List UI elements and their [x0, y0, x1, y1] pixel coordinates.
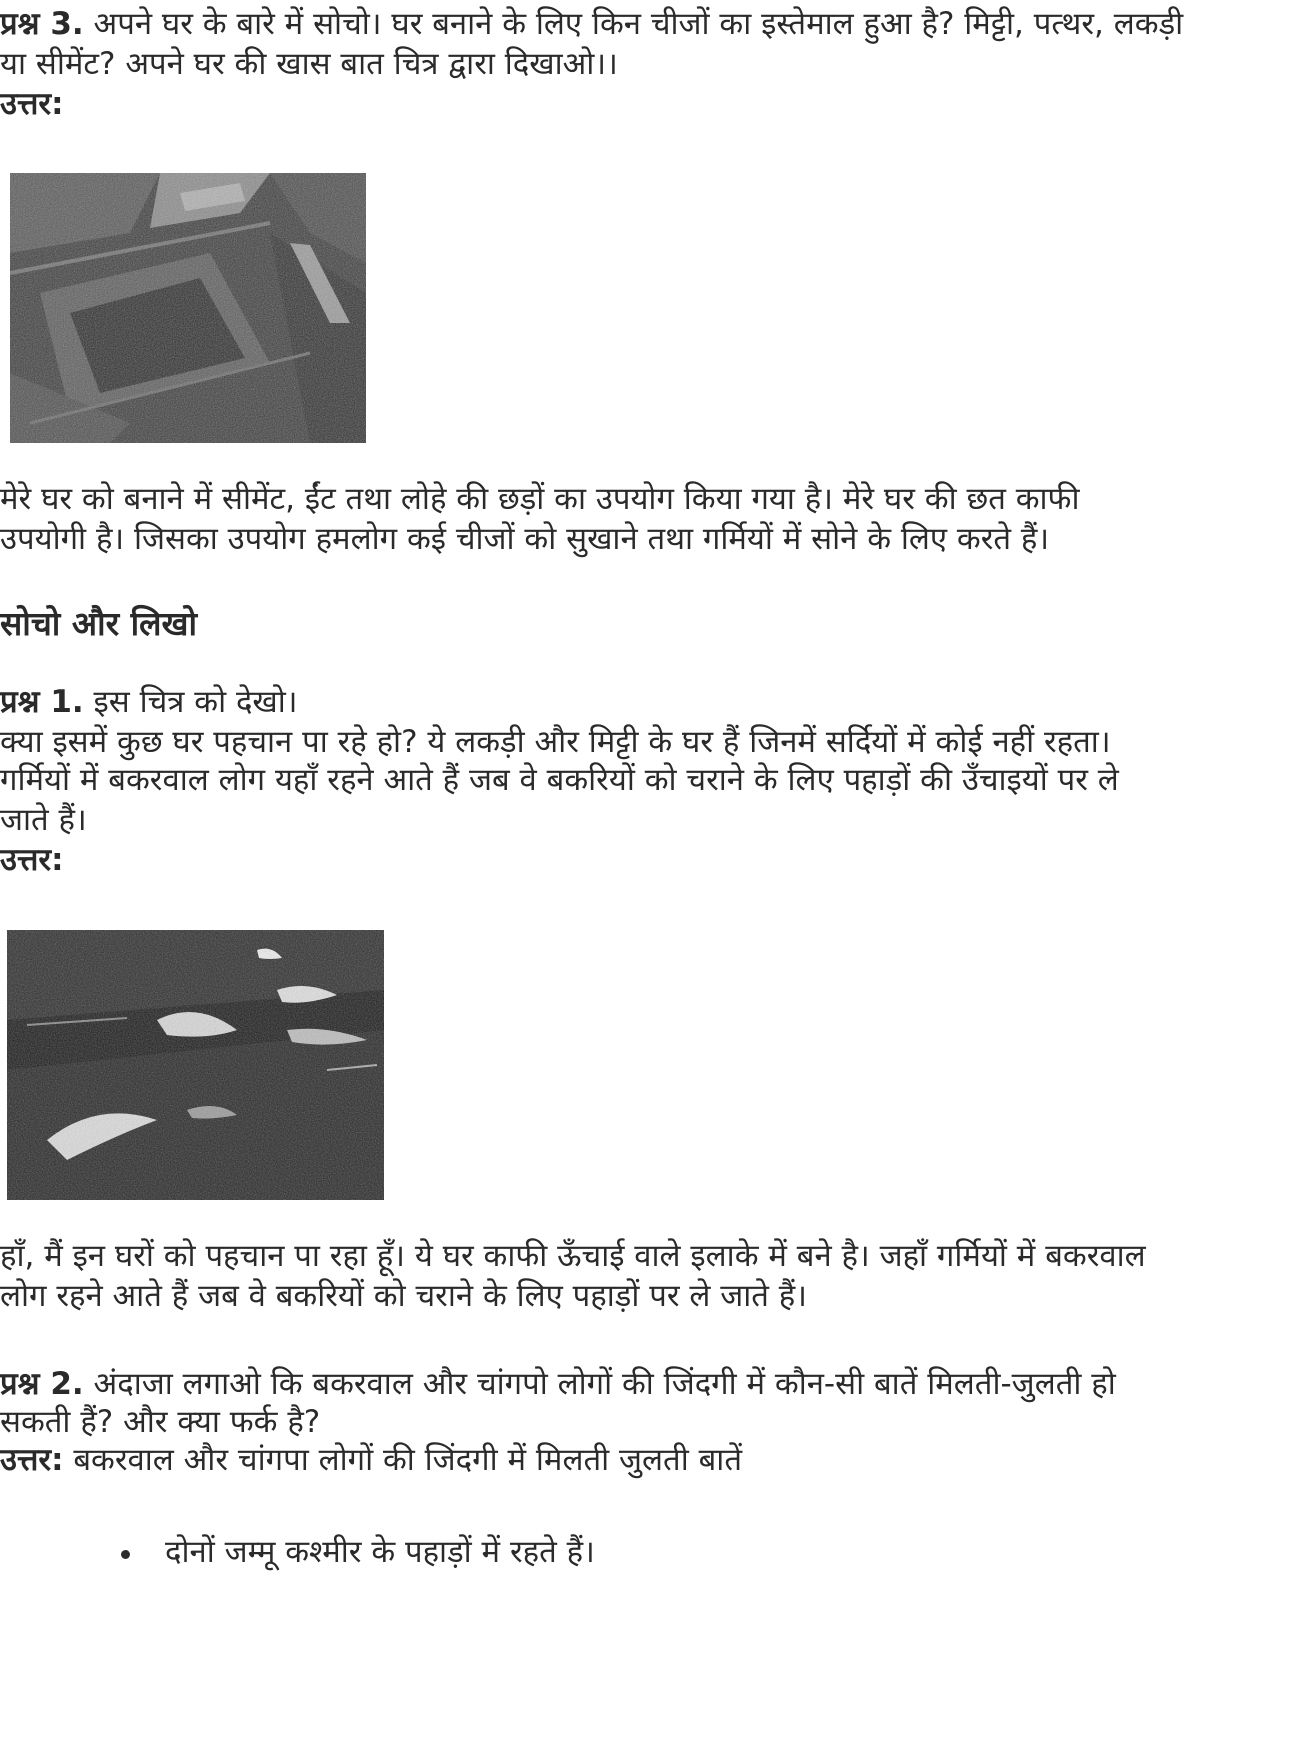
q1-question-line-1	[0, 682, 298, 722]
bullet-dot	[121, 1550, 130, 1559]
q1-question-line-2: क्या इसमें कुछ घर पहचान पा रहे हो? ये लकड़ी और मिट्टी के घर हैं जिनमें सर्दियों में कोई नहीं रहता।	[0, 724, 1111, 760]
q3-question-text: अपने घर के बारे में सोचो। घर बनाने के लिए किन चीजों का इस्तेमाल हुआ है? मिट्टी, पत्थर, लकड़ी	[83, 6, 1184, 42]
q1-question-line-3: गर्मियों में बकरवाल लोग यहाँ रहने आते हैं जब वे बकरियों को चराने के लिए पहाड़ों की उँचाइयों पर ले	[0, 762, 1119, 798]
section-heading: सोचो और लिखो	[0, 604, 198, 643]
q3-question-line-1	[0, 4, 1183, 44]
q1-answer-label: उत्तर:	[0, 842, 64, 878]
q2-answer-text: बकरवाल और चांगपा लोगों की जिंदगी में मिलती जुलती बातें	[63, 1442, 742, 1478]
hill-houses-photo	[7, 930, 384, 1200]
q2-answer-line	[0, 1440, 742, 1480]
q3-answer-label: उत्तर:	[0, 86, 64, 122]
list-item: दोनों जम्मू कश्मीर के पहाड़ों में रहते हैं।	[165, 1534, 595, 1570]
q1-label: प्रश्न 1.	[0, 684, 84, 720]
q2-answer-label: उत्तर:	[0, 1442, 64, 1478]
q3-answer-line-2: उपयोगी है। जिसका उपयोग हमलोग कई चीजों को सुखाने तथा गर्मियों में सोने के लिए करते हैं।	[0, 521, 1050, 557]
q1-question-line-4: जाते हैं।	[0, 802, 87, 838]
house-roof-photo	[10, 173, 366, 443]
q2-question-line-1	[0, 1364, 1116, 1404]
q2-question-text: अंदाजा लगाओ कि बकरवाल और चांगपो लोगों की जिंदगी में कौन-सी बातें मिलती-जुलती हो	[83, 1366, 1116, 1402]
q2-question-line-2: सकती हैं? और क्या फर्क है?	[0, 1404, 321, 1440]
q1-answer-line-1: हाँ, मैं इन घरों को पहचान पा रहा हूँ। ये घर काफी ऊँचाई वाले इलाके में बने है। जहाँ गर्मियों में बकरवाल	[0, 1238, 1146, 1274]
q2-label: प्रश्न 2.	[0, 1366, 84, 1402]
q3-label: प्रश्न 3.	[0, 6, 84, 42]
q3-answer-line-1: मेरे घर को बनाने में सीमेंट, ईंट तथा लोहे की छड़ों का उपयोग किया गया है। मेरे घर की छत काफी	[0, 481, 1080, 517]
q1-question-text: इस चित्र को देखो।	[83, 684, 298, 720]
q3-question-line-2: या सीमेंट? अपने घर की खास बात चित्र द्वारा दिखाओ।।	[0, 46, 618, 82]
q1-answer-line-2: लोग रहने आते हैं जब वे बकरियों को चराने के लिए पहाड़ों पर ले जाते हैं।	[0, 1278, 807, 1314]
